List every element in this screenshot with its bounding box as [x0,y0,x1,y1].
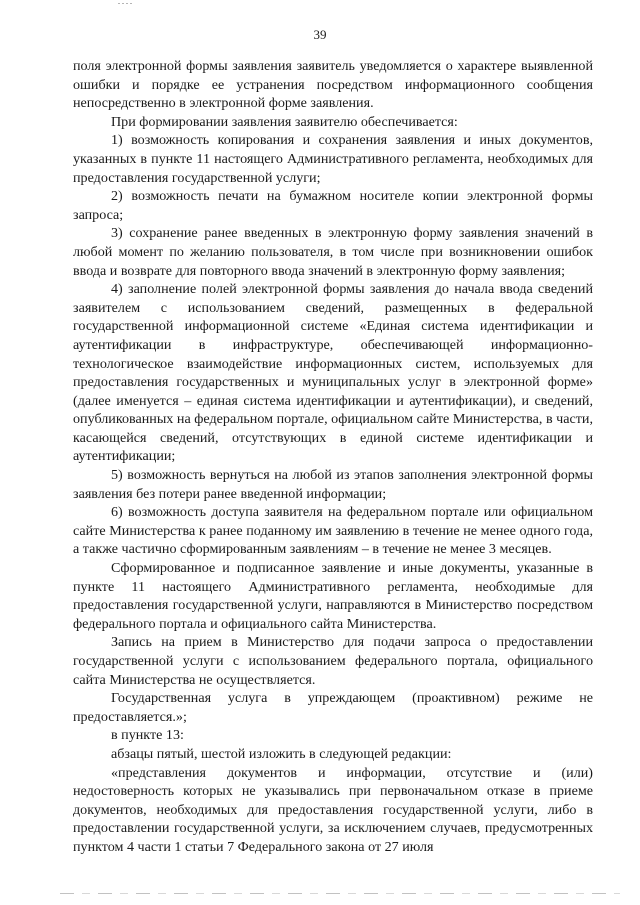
list-item-5: 5) возможность вернуться на любой из этапов заполнения электронной формы заявления без потери ранее введенной информации; [73,467,593,502]
paragraph-proactive: Государственная услуга в упреждающем (проактивном) режиме не предоставляется.»; [73,690,593,725]
list-item-2: 2) возможность печати на бумажном носителе копии электронной формы запроса; [73,188,593,223]
paragraph-amendment: абзацы пятый, шестой изложить в следующей редакции: [111,745,452,762]
document-body [73,57,593,857]
paragraph-intro: При формировании заявления заявителю обеспечивается: [111,113,458,130]
list-item-6: 6) возможность доступа заявителя на федеральном портале или официальном сайте Министерства к ранее поданному им заявлению в течение не менее одного года, а также частично сформированным заявлениям – в течение не менее 3 месяцев. [73,504,593,558]
paragraph-continuation: поля электронной формы заявления заявитель уведомляется о характере выявленной ошибки и порядке ее устранения посредством информационного сообщения непосредственно в электронной форме заявления. [73,58,593,112]
scan-artifact-top [118,3,134,4]
paragraph-quoted-text: «представления документов и информации, отсутствие и (или) недостоверность которых не указывались при первоначальном отказе в приеме документов, необходимых для предоставления государственной услуги, либо в предоставлении государственной услуги, за исключением случаев, предусмотренных пунктом 4 части 1 статьи 7 Федерального закона от 27 июля [73,764,593,855]
list-item-4: 4) заполнение полей электронной формы заявления до начала ввода сведений заявителем с использованием сведений, размещенных в федеральной государственной информационной системе «Единая система идентификации и аутентификации в инфраструктуре, обеспечивающей информационно-технологическое взаимодействие информационных систем, используемых для предоставления государственных и муниципальных услуг в электронной форме» (далее именуется – единая система идентификации и аутентификации), и сведений, опубликованных на федеральном портале, официальном сайте Министерства, в части, касающейся сведений, отсутствующих в единой системе идентификации и аутентификации; [73,281,593,465]
list-item-1: 1) возможность копирования и сохранения заявления и иных документов, указанных в пункте 11 настоящего Административного регламента, необходимых для предоставления государственной услуги; [73,132,593,186]
page-number: 39 [313,27,327,42]
paragraph-submission: Сформированное и подписанное заявление и иные документы, указанные в пункте 11 настоящего Административного регламента, необходимые для предоставления государственной услуги, направляются в Министерство посредством федерального портала и официального сайта Министерства. [73,560,593,632]
paragraph-appointment: Запись на прием в Министерство для подачи запроса о предоставлении государственной услуги с использованием федерального портала, официального сайта Министерства не осуществляется. [73,634,593,688]
paragraph-point-13: в пункте 13: [111,727,184,744]
scan-artifact-bottom [60,893,620,894]
list-item-3: 3) сохранение ранее введенных в электронную форму заявления значений в любой момент по желанию пользователя, в том числе при возникновении ошибок ввода и возврате для повторного ввода значений в электронную форму заявления; [73,225,593,279]
